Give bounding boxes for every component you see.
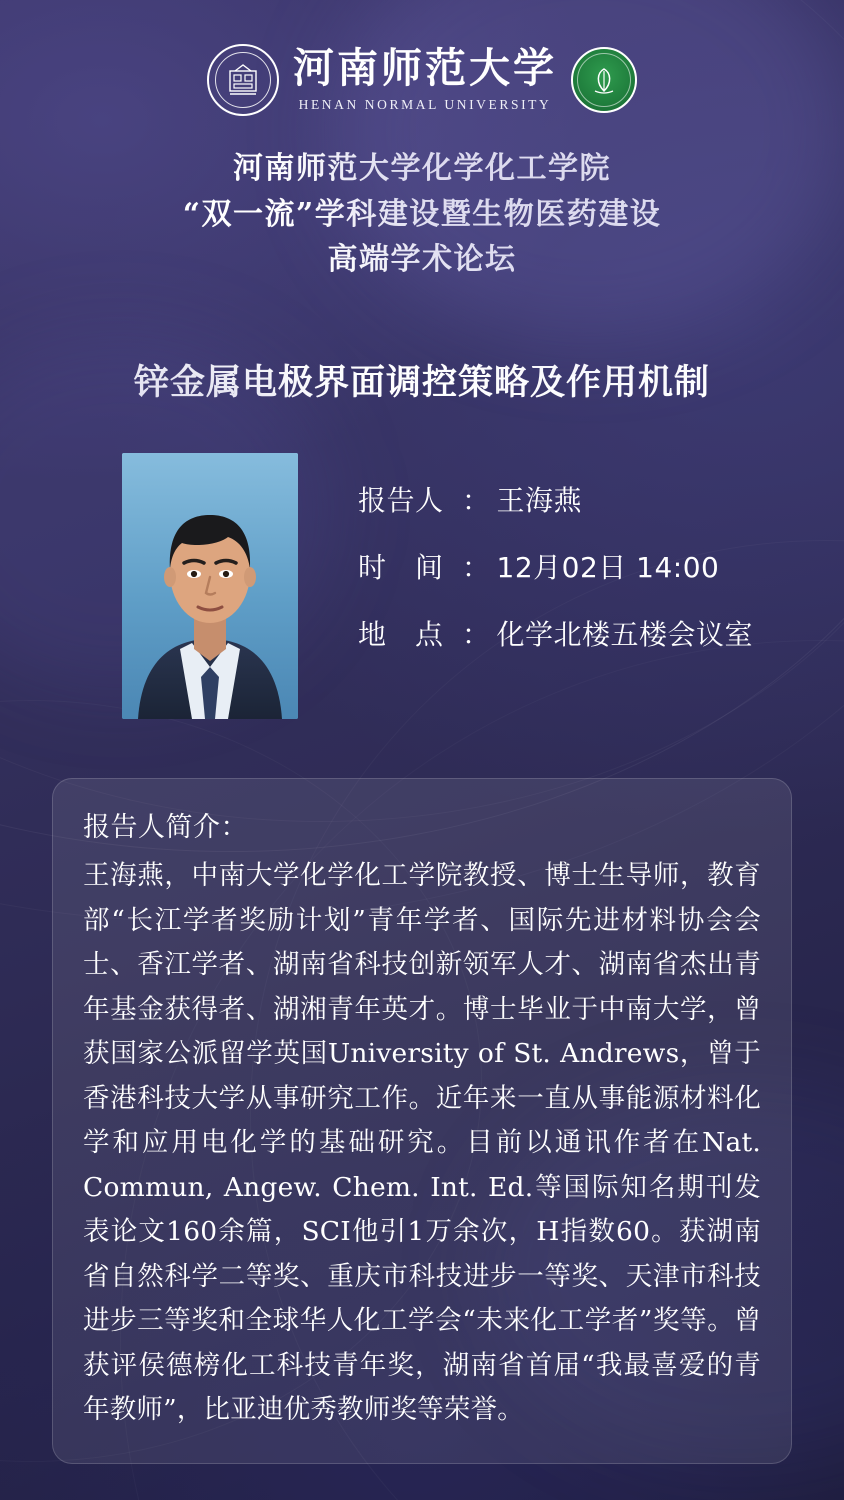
speaker-section — [0, 453, 844, 719]
university-name-cn: 河南师范大学 — [293, 44, 557, 93]
university-crest-icon — [207, 44, 279, 116]
detail-location-label: 地 点 — [358, 617, 444, 651]
detail-location — [358, 613, 753, 653]
speaker-bio-heading: 报告人简介： — [83, 812, 248, 843]
forum-title-line-1: 河南师范大学化学化工学院 — [233, 151, 611, 186]
anniversary-badge-icon — [571, 47, 637, 113]
university-name-en: HENAN NORMAL UNIVERSITY — [298, 97, 552, 113]
lecture-title: 锌金属电极界面调控策略及作用机制 — [133, 362, 710, 403]
detail-location-value: 化学北楼五楼会议室 — [496, 617, 754, 651]
lecture-details — [358, 453, 753, 653]
detail-speaker-separator: ： — [462, 483, 491, 517]
detail-speaker-label: 报告人 — [358, 483, 444, 517]
university-wordmark — [293, 44, 557, 113]
speaker-bio-card — [52, 778, 792, 1464]
speaker-bio-text: 王海燕，中南大学化学化工学院教授、博士生导师，教育部“长江学者奖励计划”青年学者、国际先进材料协会会士、香江学者、湖南省科技创新领军人才、湖南省杰出青年基金获得者、湖湘青年英才。博士毕业于中南大学，曾获国家公派留学英国University of St. Andrews，曾于香港科技大学从事研究工作。近年来一直从事能源材料化学和应用电化学的基础研究。目前以通讯作者在Nat. Commun, Angew. Chem. Int. Ed.等国际知名期刊发表论文160余篇，SCI他引1万余次，H指数60。获湖南省自然科学二等奖、重庆市科技进步一等奖、天津市科技进步三等奖和全球华人化工学会“未来化工学者”奖等。曾获评侯德榜化工科技青年奖，湖南省首届“我最喜爱的青年教师”，比亚迪优秀教师奖等荣誉。 — [83, 860, 761, 1426]
speaker-portrait — [122, 453, 298, 719]
detail-time-separator: ： — [462, 550, 491, 584]
detail-location-separator: ： — [462, 617, 491, 651]
detail-time-value: 12月02日 14:00 — [496, 550, 720, 584]
forum-title-line-3: 高端学术论坛 — [327, 242, 517, 278]
detail-time — [358, 546, 753, 586]
forum-title — [92, 146, 752, 283]
detail-time-label: 时 间 — [358, 550, 444, 584]
detail-speaker — [358, 479, 753, 519]
university-logo-row — [0, 0, 844, 116]
forum-title-line-2: “双一流”学科建设暨生物医药建设 — [182, 196, 662, 232]
detail-speaker-value: 王海燕 — [496, 483, 583, 517]
